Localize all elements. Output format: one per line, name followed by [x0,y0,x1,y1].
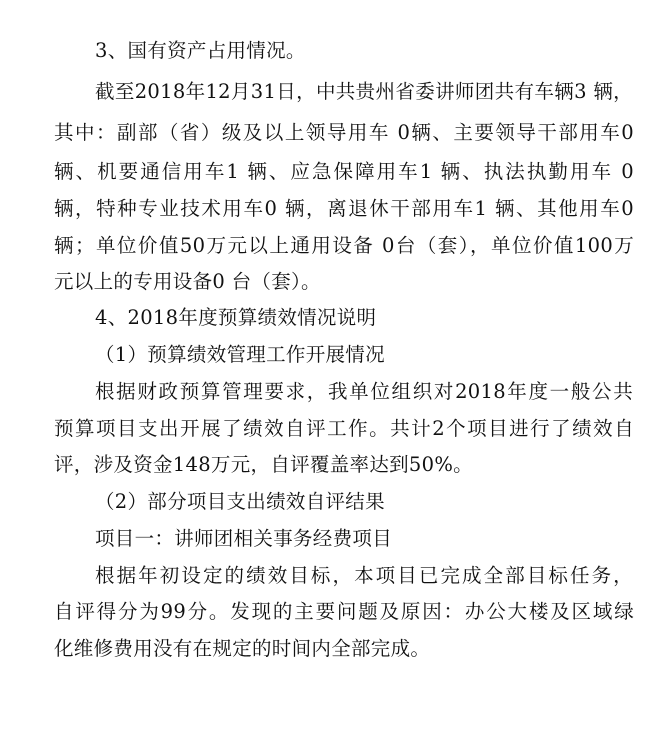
subheading-performance-management: （1）预算绩效管理工作开展情况 [95,343,385,366]
project-one-title: 项目一：讲师团相关事务经费项目 [95,527,393,550]
paragraph-line: 辆，特种专业技术用车0 辆，离退休干部用车1 辆、其他用车0 [54,197,634,220]
paragraph-line: 其中：副部（省）级及以上领导用车 0辆、主要领导干部用车0 [54,121,634,144]
heading-budget-performance: 4、2018年度预算绩效情况说明 [95,306,377,329]
paragraph-line: 截至2018年12月31日，中共贵州省委讲师团共有车辆3 辆， [95,80,633,103]
paragraph-line: 辆；单位价值50万元以上通用设备 0台（套），单位价值100万 [54,234,634,257]
paragraph-line: 元以上的专用设备0 台（套）。 [54,270,321,293]
heading-state-assets: 3、国有资产占用情况。 [95,39,306,62]
paragraph-line: 自评得分为99分。发现的主要问题及原因：办公大楼及区域绿 [54,600,634,623]
paragraph-line: 辆、机要通信用车1 辆、应急保障用车1 辆、执法执勤用车 0 [54,160,634,183]
paragraph-line: 根据年初设定的绩效目标，本项目已完成全部目标任务， [95,564,633,587]
paragraph-line: 评，涉及资金148万元，自评覆盖率达到50%。 [54,453,473,476]
paragraph-line: 预算项目支出开展了绩效自评工作。共计2个项目进行了绩效自 [54,417,634,440]
subheading-self-evaluation-results: （2）部分项目支出绩效自评结果 [95,490,385,513]
paragraph-line: 根据财政预算管理要求，我单位组织对2018年度一般公共 [95,380,633,403]
paragraph-line: 化维修费用没有在规定的时间内全部完成。 [54,637,431,660]
